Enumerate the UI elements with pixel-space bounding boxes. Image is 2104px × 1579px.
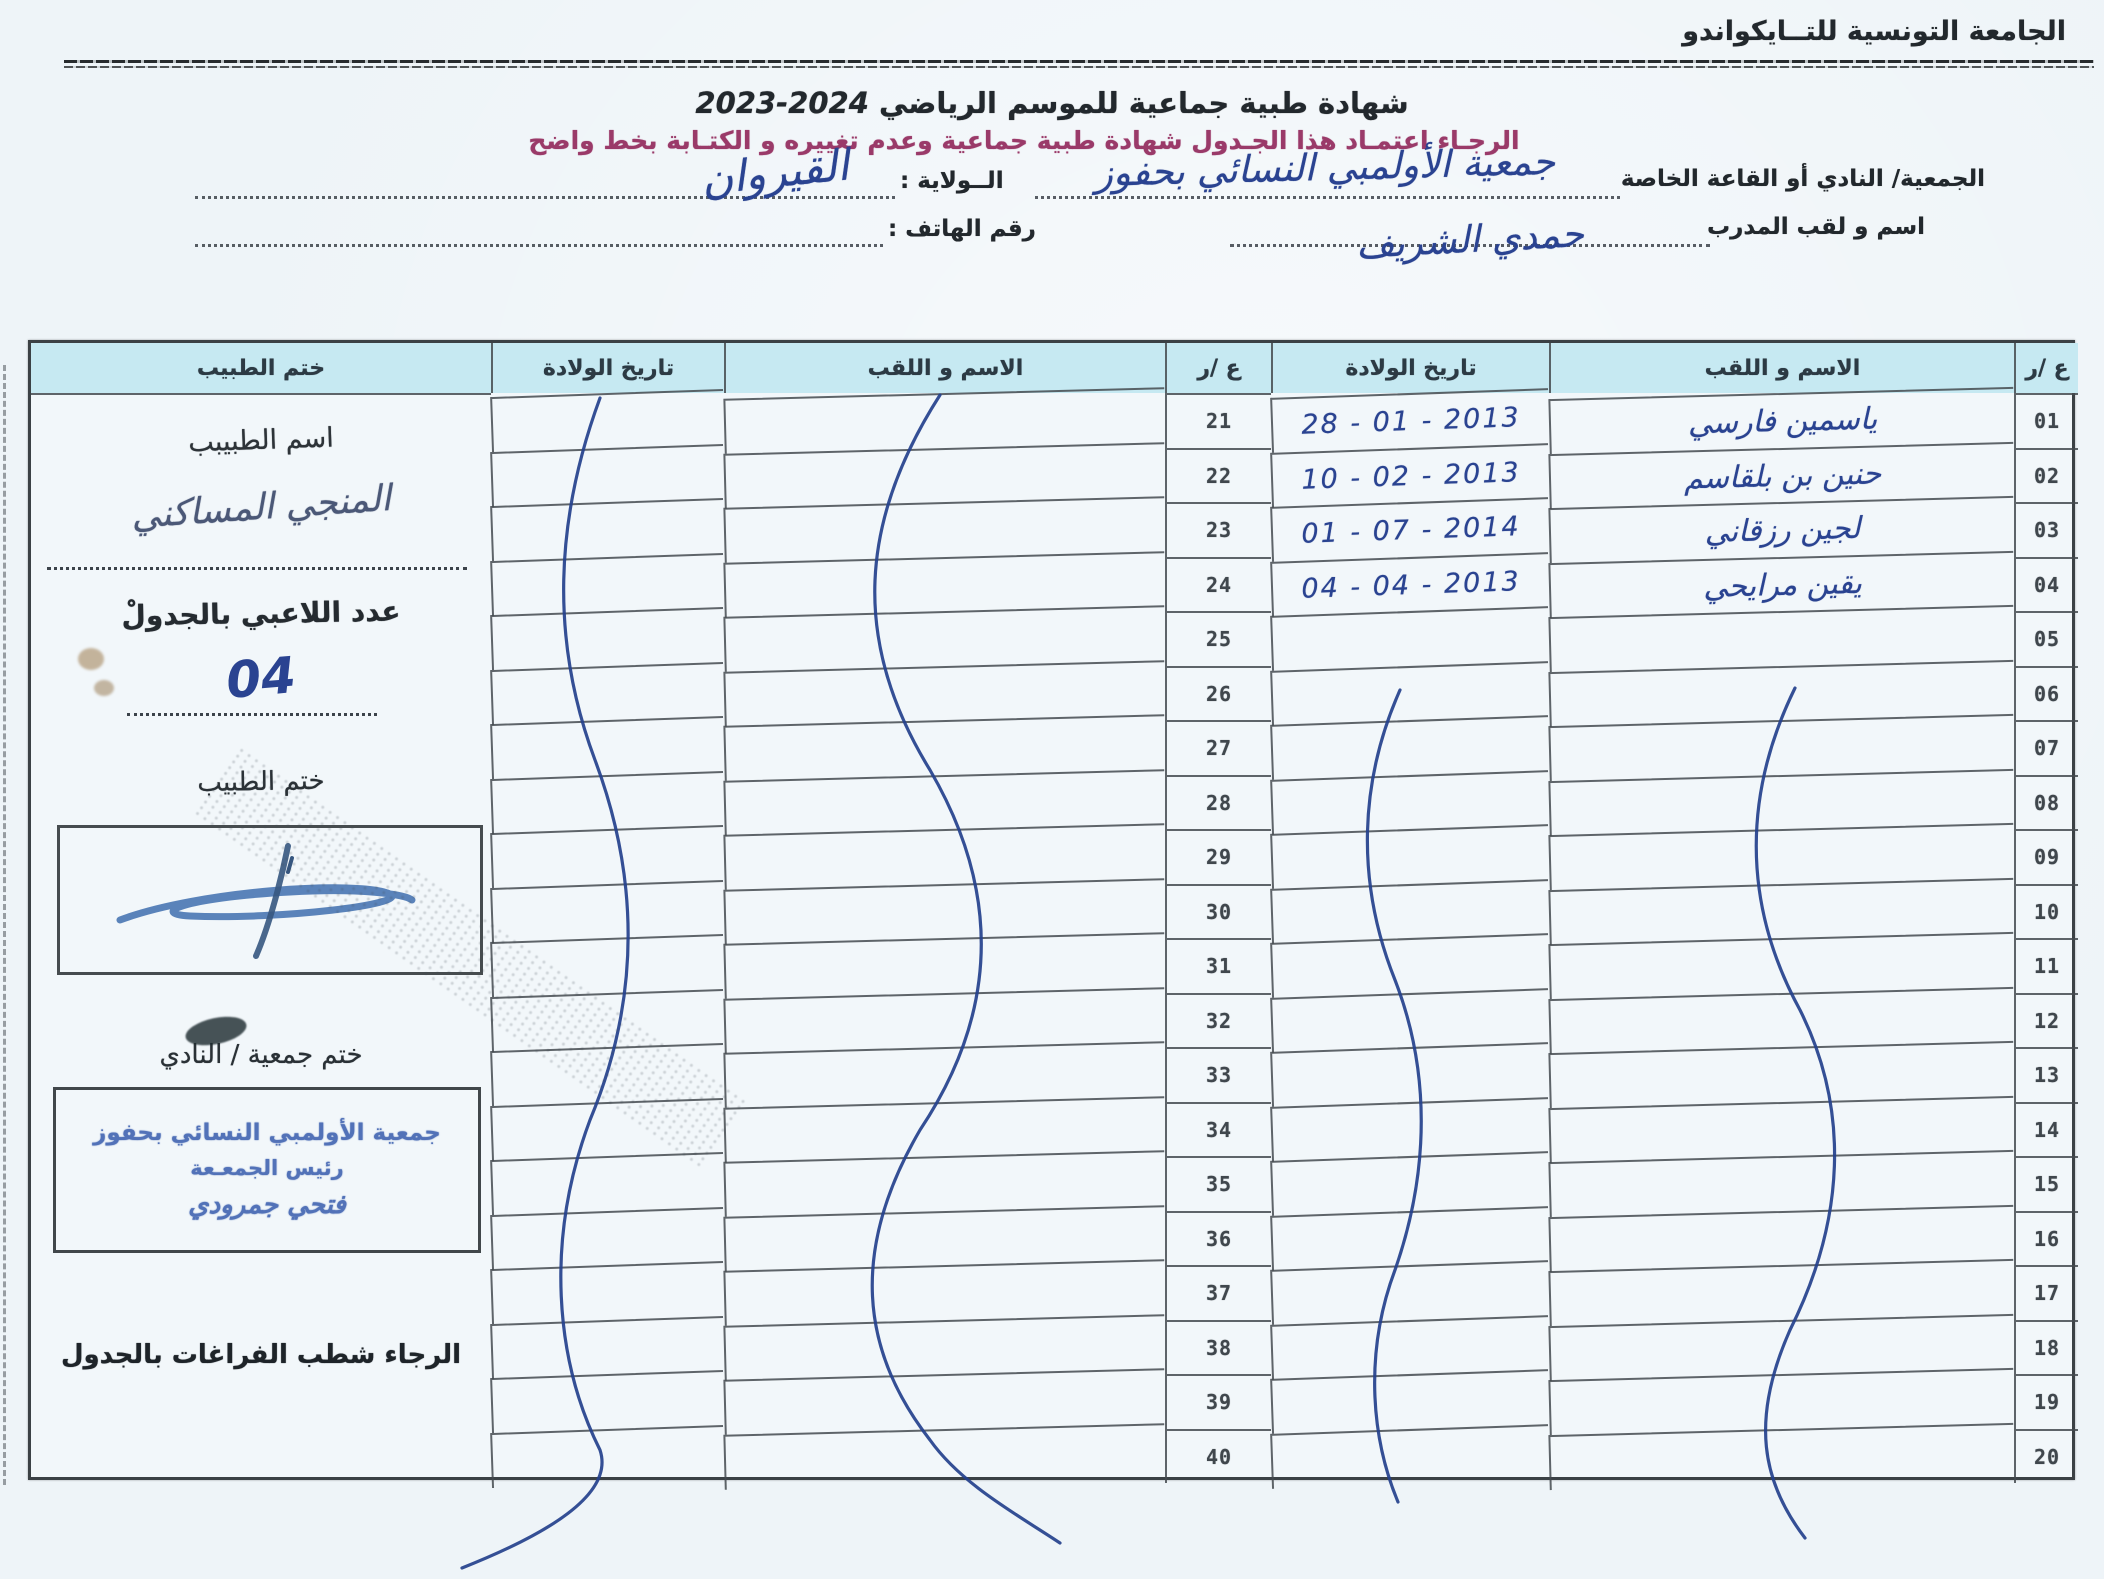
header-doctor-stamp: ختم الطبيب — [31, 343, 491, 393]
right-num-cell: 04 — [2014, 557, 2078, 612]
right-dob-cell — [1270, 1151, 1550, 1215]
club-stamp-line-1: جمعية الأولمبي النسائي بحفوز — [93, 1120, 441, 1146]
left-dob-cell — [490, 389, 725, 452]
phone-field-label: رقم الهاتف : — [888, 216, 1036, 242]
left-dob-cell — [490, 825, 725, 888]
left-num-cell: 28 — [1165, 775, 1271, 830]
left-num-cell: 21 — [1165, 393, 1271, 448]
right-dob-cell — [1270, 606, 1550, 670]
left-num-cell: 30 — [1165, 884, 1271, 939]
right-dob-cell — [1270, 933, 1550, 997]
left-dob-cell — [490, 879, 725, 942]
right-dob-cell — [1270, 1315, 1550, 1379]
right-num-cell: 07 — [2014, 720, 2078, 775]
right-dob-cell: 2013 - 04 - 04 — [1270, 552, 1550, 616]
players-count-label: عدد اللاعبي بالجدولْ — [121, 594, 401, 633]
right-num-cell: 17 — [2014, 1265, 2078, 1320]
federation-title: الجامعة التونسية للتــايكواندو — [1682, 16, 2066, 47]
header-dob-right: تاريخ الولادة — [1271, 343, 1549, 393]
right-num-cell: 15 — [2014, 1156, 2078, 1211]
right-dob-cell — [1270, 1206, 1550, 1270]
right-num-cell: 05 — [2014, 611, 2078, 666]
right-num-cell: 18 — [2014, 1320, 2078, 1375]
right-num-cell: 11 — [2014, 938, 2078, 993]
left-num-cell: 31 — [1165, 938, 1271, 993]
coach-field-label: اسم و لقب المدرب — [1707, 214, 1925, 240]
right-name-cell: ياسمين فارسي — [1548, 387, 2014, 454]
right-dob-cell — [1270, 770, 1550, 834]
cross-out-blanks-note: الرجاء شطب الفراغات بالجدول — [60, 1340, 462, 1370]
right-dob-cell — [1270, 1097, 1550, 1161]
doctor-name-signature: المنجي المساكني — [129, 477, 393, 538]
document-title — [0, 86, 2104, 120]
club-field-dotted-line — [1035, 196, 1620, 199]
left-dob-cell — [490, 443, 725, 506]
right-num-cell: 09 — [2014, 829, 2078, 884]
left-dob-cell — [490, 552, 725, 615]
left-dob-cell — [490, 1370, 725, 1433]
club-handwritten-value: جمعية الأولمبي النسائي بحفوز — [1094, 139, 1556, 196]
right-num-cell: 20 — [2014, 1429, 2078, 1484]
left-num-cell: 40 — [1165, 1429, 1271, 1484]
left-dob-cell — [490, 716, 725, 779]
left-num-cell: 37 — [1165, 1265, 1271, 1320]
left-num-cell: 23 — [1165, 502, 1271, 557]
right-dob-cell — [1270, 1424, 1550, 1488]
right-name-cell: حنين بن بلقاسم — [1548, 441, 2014, 508]
left-dob-cell — [490, 498, 725, 561]
left-num-cell: 36 — [1165, 1211, 1271, 1266]
right-num-cell: 16 — [2014, 1211, 2078, 1266]
brown-stain — [78, 648, 104, 670]
instruction-note: الرجـاء اعتمـاد هذا الجـدول شهادة طبية جماعية وعدم تغييره و الكتـابة بخط واضح — [528, 126, 1520, 155]
right-dob-cell — [1270, 1369, 1550, 1433]
right-dob-cell — [1270, 879, 1550, 943]
right-dob-cell — [1270, 1260, 1550, 1324]
left-num-cell: 26 — [1165, 666, 1271, 721]
right-name-cell — [1548, 1422, 2014, 1489]
left-num-cell: 25 — [1165, 611, 1271, 666]
left-num-cell: 24 — [1165, 557, 1271, 612]
club-stamp-line-3: فتحي جمرودي — [188, 1190, 346, 1220]
right-num-cell: 14 — [2014, 1102, 2078, 1157]
phone-field-dotted-line — [195, 244, 883, 247]
right-num-cell: 01 — [2014, 393, 2078, 448]
left-num-cell: 22 — [1165, 448, 1271, 503]
club-field-label: الجمعية/ النادي أو القاعة الخاصة — [1620, 166, 1985, 192]
club-stamp-label: ختم جمعية / النادي — [159, 1040, 363, 1070]
right-name-cell: لجين رزقاني — [1548, 496, 2014, 563]
left-num-cell: 38 — [1165, 1320, 1271, 1375]
left-num-cell: 34 — [1165, 1102, 1271, 1157]
right-dob-cell — [1270, 715, 1550, 779]
right-name-cell: يقين مرايحي — [1548, 550, 2014, 617]
left-dob-cell — [490, 1152, 725, 1215]
brown-stain-small — [94, 680, 114, 696]
signature-dotted-line — [47, 567, 467, 570]
right-num-cell: 13 — [2014, 1047, 2078, 1102]
header-dob-left: تاريخ الولادة — [491, 343, 724, 393]
right-dob-cell — [1270, 824, 1550, 888]
left-dob-cell — [490, 1315, 725, 1378]
header-num-left: ع /ر — [1165, 343, 1271, 393]
left-dob-cell — [490, 607, 725, 670]
left-num-cell: 32 — [1165, 993, 1271, 1048]
club-stamp-box — [53, 1087, 481, 1253]
wilaya-field-label: الــولاية : — [900, 168, 1004, 194]
left-num-cell: 33 — [1165, 1047, 1271, 1102]
left-dob-cell — [490, 661, 725, 724]
right-num-cell: 12 — [2014, 993, 2078, 1048]
doctor-name-label: اسم الطبيبب — [187, 422, 335, 459]
wilaya-handwritten-value: القيروان — [698, 140, 852, 206]
document-title-text: شهادة طبية جماعية للموسم الرياضي — [878, 86, 1409, 120]
right-dob-cell — [1270, 1042, 1550, 1106]
left-dob-cell — [490, 1206, 725, 1269]
left-name-cell — [723, 1423, 1165, 1489]
right-dob-cell: 2014 - 07 - 01 — [1270, 497, 1550, 561]
right-num-cell: 10 — [2014, 884, 2078, 939]
right-num-cell: 02 — [2014, 448, 2078, 503]
right-dob-cell — [1270, 988, 1550, 1052]
left-dob-cell — [490, 770, 725, 833]
doctor-stamp-label: ختم الطبيب — [197, 765, 325, 799]
left-dob-cell — [490, 1261, 725, 1324]
left-dob-cell — [490, 1424, 725, 1487]
players-count-value: 04 — [223, 646, 299, 710]
header-name-left: الاسم و اللقب — [724, 343, 1165, 393]
left-num-cell: 27 — [1165, 720, 1271, 775]
right-num-cell: 19 — [2014, 1374, 2078, 1429]
left-num-cell: 39 — [1165, 1374, 1271, 1429]
header-name-right: الاسم و اللقب — [1549, 343, 2014, 393]
horizontal-double-rule — [64, 60, 2094, 68]
right-dob-cell: 2013 - 02 - 10 — [1270, 443, 1550, 507]
left-num-cell: 29 — [1165, 829, 1271, 884]
right-num-cell: 08 — [2014, 775, 2078, 830]
right-dob-cell — [1270, 661, 1550, 725]
coach-handwritten-value: حمدي الشريف — [1355, 212, 1585, 267]
club-stamp-line-2: رئيس الجمعـعة — [190, 1156, 344, 1180]
header-num-right: ع /ر — [2014, 343, 2078, 393]
right-dob-cell: 2013 - 01 - 28 — [1270, 388, 1550, 452]
right-num-cell: 03 — [2014, 502, 2078, 557]
scan-edge-artifact — [3, 365, 6, 1485]
season-years: 2024-2023 — [695, 86, 869, 120]
right-num-cell: 06 — [2014, 666, 2078, 721]
left-num-cell: 35 — [1165, 1156, 1271, 1211]
